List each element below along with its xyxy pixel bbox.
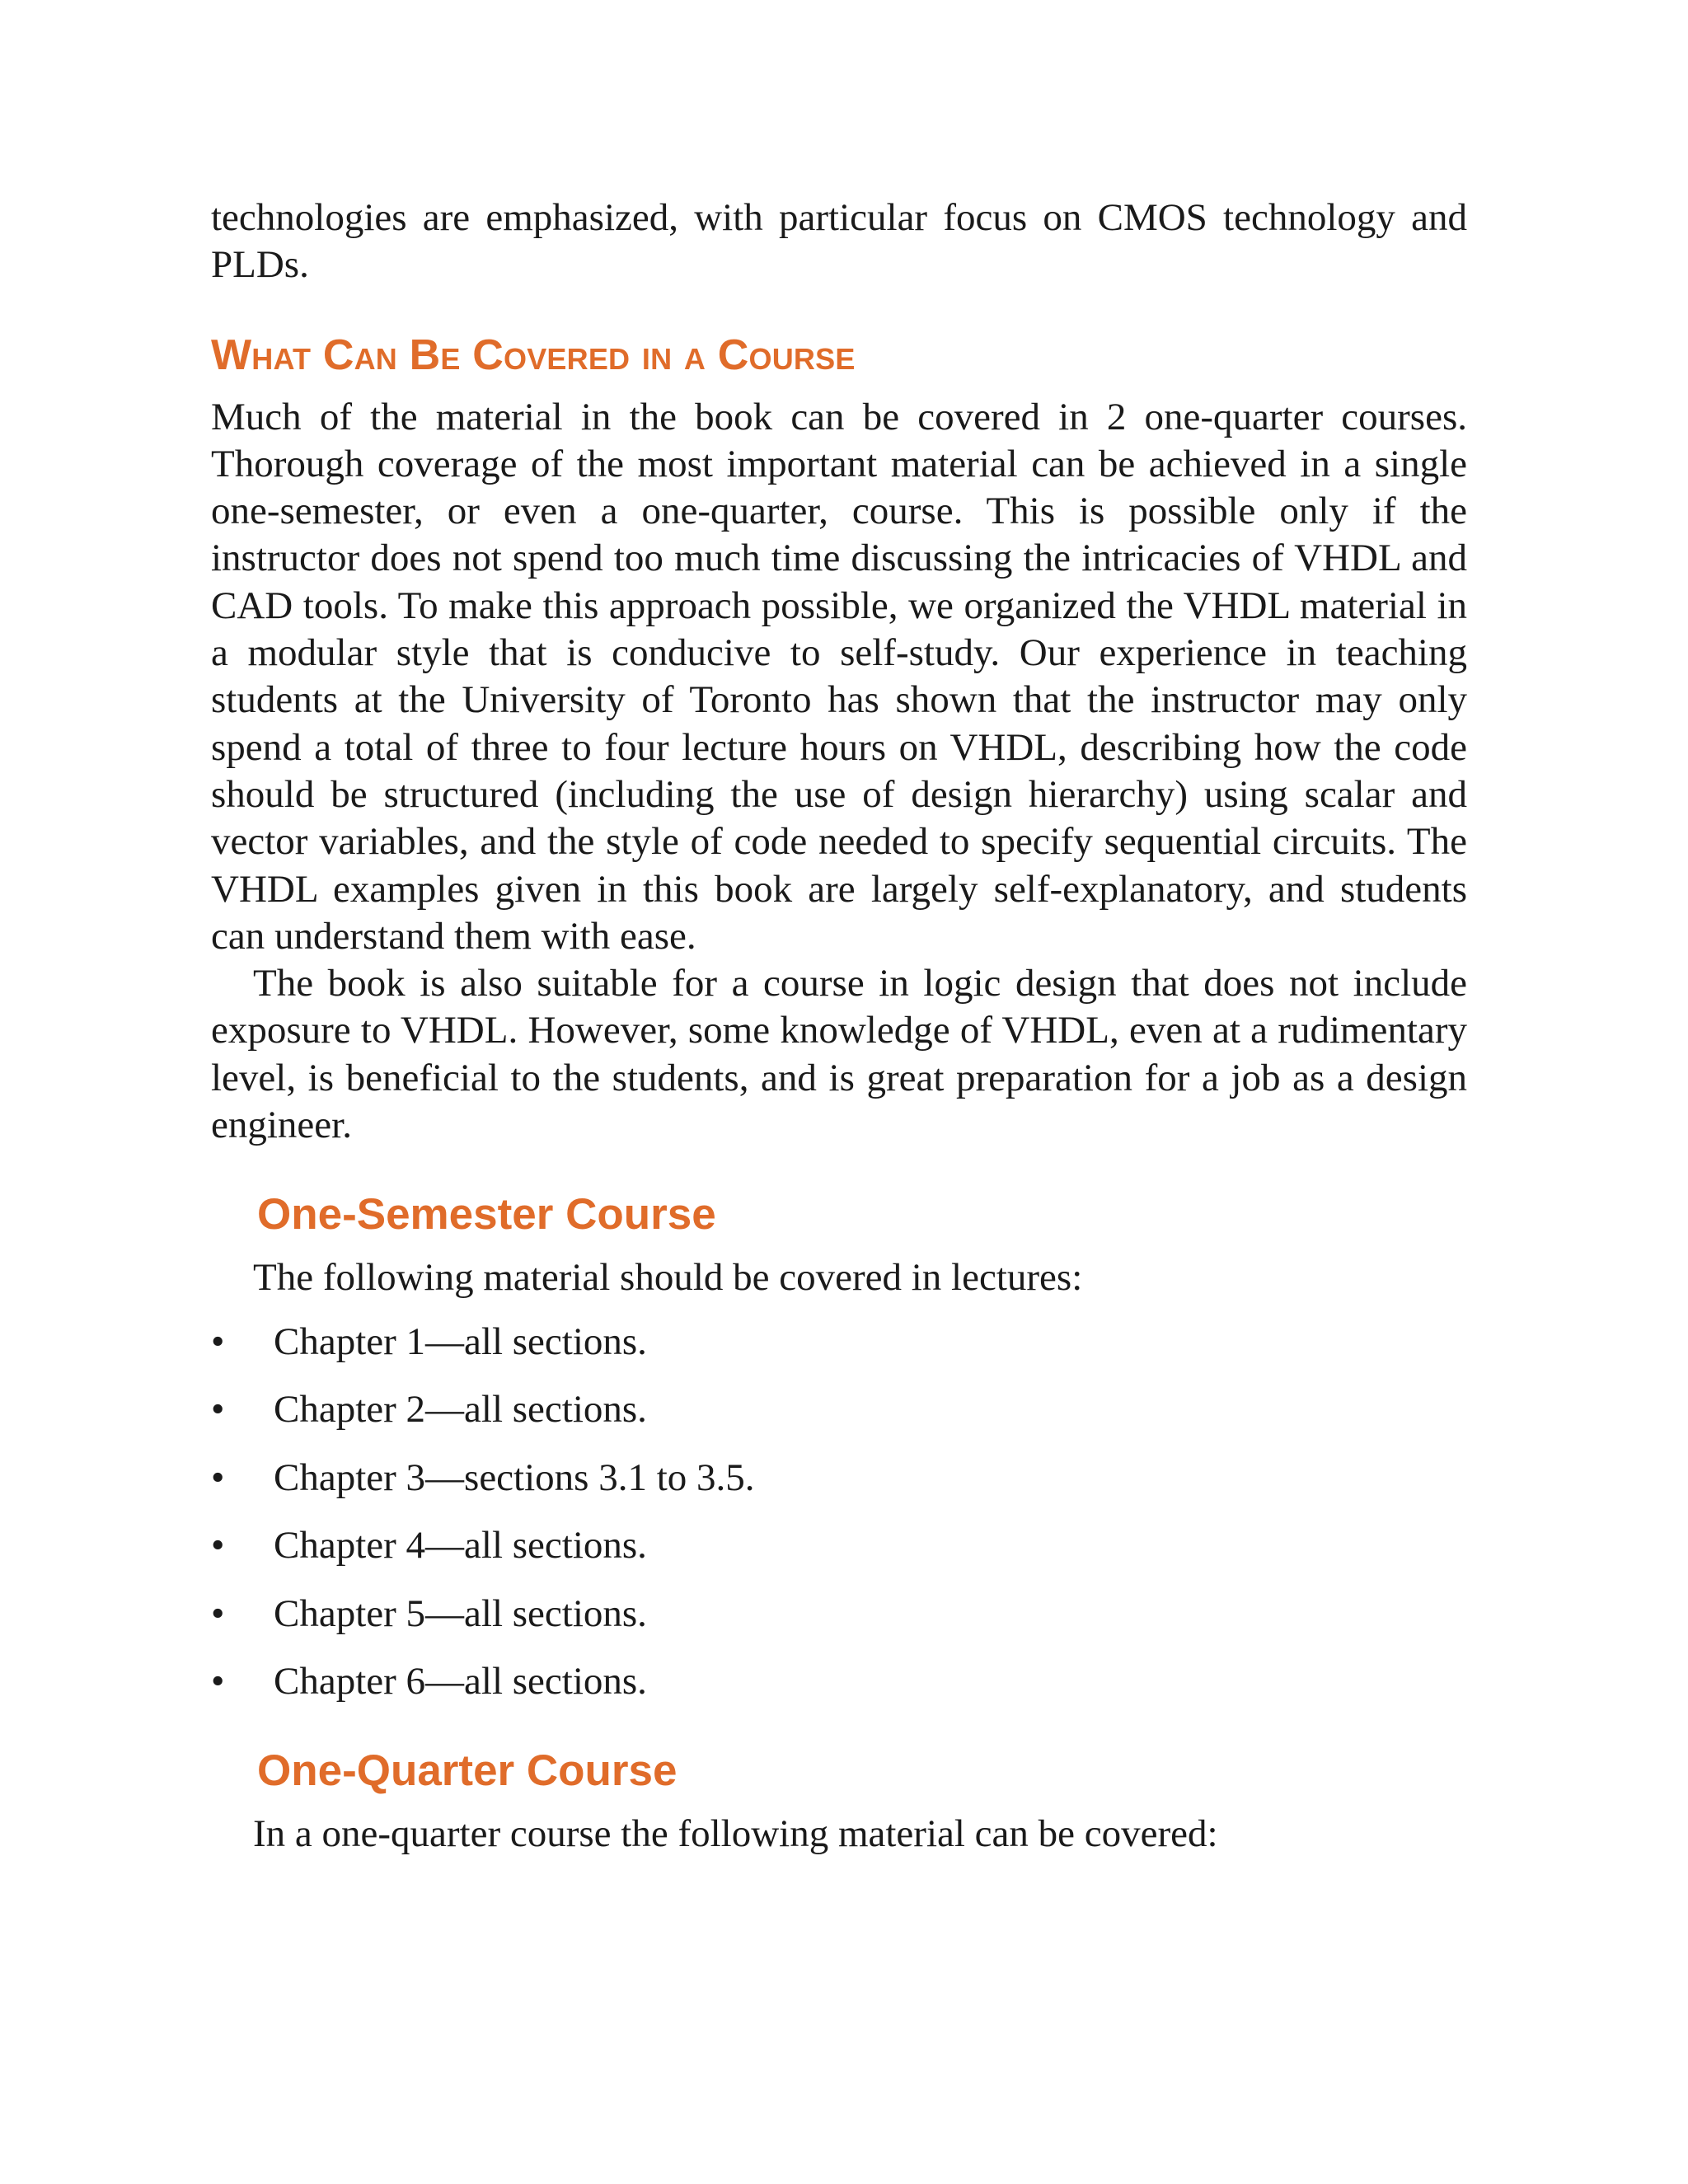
bullet-marker: •	[211, 1524, 225, 1568]
bullet-marker: •	[211, 1591, 225, 1635]
bullet-marker: •	[211, 1455, 225, 1499]
list-item	[211, 1319, 1467, 1366]
one-semester-lead: The following material should be covered in lectures:	[253, 1256, 1083, 1300]
section-paragraph-2: The book is also suitable for a course in logic design that does not include exposure to VHDL. However, some knowledge of VHDL, even at a rudimentary level, is beneficial to the students, and is great preparation for a job as a design engineer.	[211, 962, 1467, 1147]
list-item	[211, 1658, 1467, 1705]
section-paragraph-1: Much of the material in the book can be covered in 2 one-quarter courses. Thorough coverage of the most important material can be achieved in a single one-semester, or even a one-quarter, course. This is possible only if the instructor does not spend too much time discussing the intricacies of VHDL and CAD tools. To make this approach possible, we organized the VHDL material in a modular style that is conducive to self-study. Our experience in teaching students at the University of Toronto has shown that the instructor may only spend a total of three to four lecture hours on VHDL, describing how the code should be structured (including the use of design hierarchy) using scalar and vector variables, and the style of code needed to specify sequential circuits. The VHDL examples given in this book are largely self-explanatory, and students can understand them with ease.	[211, 395, 1467, 958]
list-item-text: Chapter 4—all sections.	[274, 1524, 647, 1568]
list-item-text: Chapter 3—sections 3.1 to 3.5.	[274, 1455, 755, 1499]
list-item-text: Chapter 1—all sections.	[274, 1319, 647, 1363]
list-item	[211, 1522, 1467, 1569]
list-item	[211, 1455, 1467, 1502]
list-item-text: Chapter 6—all sections.	[274, 1660, 647, 1704]
list-item-text: Chapter 2—all sections.	[274, 1388, 647, 1432]
one-quarter-heading: One-Quarter Course	[257, 1746, 678, 1796]
bullet-marker: •	[211, 1660, 225, 1704]
bullet-marker: •	[211, 1319, 225, 1363]
one-semester-chapter-list	[211, 1319, 1467, 1706]
bullet-marker: •	[211, 1388, 225, 1432]
intro-paragraph-tail: technologies are emphasized, with particular focus on CMOS technology and PLDs.	[211, 196, 1467, 287]
document-page	[211, 194, 1467, 1858]
section-heading: What Can Be Covered in a Course	[211, 330, 856, 379]
list-item	[211, 1591, 1467, 1638]
list-item-text: Chapter 5—all sections.	[274, 1591, 647, 1635]
one-quarter-lead: In a one-quarter course the following material can be covered:	[253, 1812, 1218, 1856]
one-semester-heading: One-Semester Course	[257, 1190, 716, 1240]
list-item	[211, 1386, 1467, 1433]
